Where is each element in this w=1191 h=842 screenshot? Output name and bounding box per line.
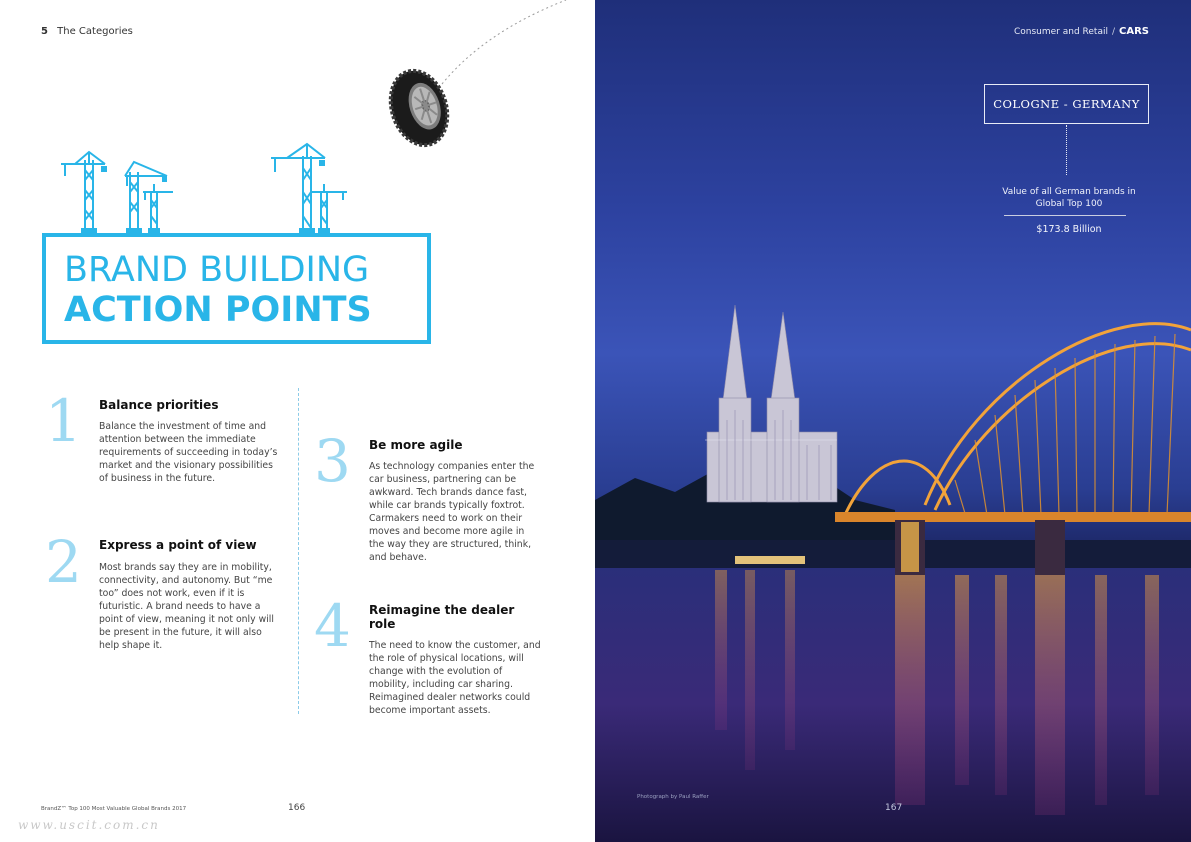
page-number-right: 167: [885, 803, 903, 813]
right-page: [595, 0, 1191, 842]
left-page: [0, 0, 595, 842]
point-number: 1: [45, 387, 82, 455]
stat-label: Value of all German brands in Global Top 100: [1002, 187, 1136, 209]
point-number: 4: [314, 592, 351, 660]
point-heading: Balance priorities: [99, 398, 219, 412]
city-label-box: [984, 84, 1149, 124]
page-number-left: 166: [288, 803, 306, 813]
section-title: The Categories: [57, 26, 133, 37]
header-separator: /: [1111, 27, 1116, 37]
section-header: [41, 26, 133, 37]
point-heading: Be more agile: [369, 438, 463, 452]
point-heading: Reimagine the dealer role: [369, 603, 515, 631]
title-box: [42, 233, 431, 344]
point-number: 2: [45, 528, 82, 596]
point-heading: Express a point of view: [99, 538, 257, 552]
city-label: COLOGNE - GERMANY: [993, 97, 1140, 111]
tire-icon: [385, 66, 453, 150]
cranes-icon: [55, 140, 355, 236]
city-connector-line: [1066, 125, 1067, 175]
header-category: CARS: [1119, 26, 1149, 37]
watermark: www.uscit.com.cn: [18, 818, 160, 832]
cologne-photo: [595, 0, 1191, 842]
point-number: 3: [314, 427, 351, 495]
point-body: Most brands say they are in mobility, connectivity, and autonomy. But “me too” does not work, even if it is futuristic. A brand needs to have a point of view, meaning it not only will be present in the future, it will also help shape it.: [99, 562, 274, 651]
footer-publication: BrandZ™ Top 100 Most Valuable Global Brands 2017: [41, 806, 187, 812]
photo-credit: Photograph by Paul Raffer: [637, 794, 709, 800]
title-action-points: ACTION POINTS: [64, 290, 372, 330]
header-prefix: Consumer and Retail: [1013, 27, 1108, 37]
stat-divider: [1004, 215, 1126, 216]
point-body: Balance the investment of time and attention between the immediate requirements of succeeding in today’s market and the visionary possibilities of business in the future.: [99, 421, 278, 484]
section-number: 5: [41, 26, 48, 37]
point-body: The need to know the customer, and the role of physical locations, will change with the evolution of mobility, including car sharing. Reimagined dealer networks could become important assets.: [369, 640, 541, 716]
right-header: [1014, 26, 1149, 37]
point-body: As technology companies enter the car business, partnering can be awkward. Tech brands dance fast, while car brands typically foxtrot. Carmakers need to work on their moves and become more agile in the way they are structured, think, and behave.: [369, 461, 535, 563]
title-brand-building: BRAND BUILDING: [64, 250, 370, 290]
stat-value: $173.8 Billion: [1036, 224, 1102, 235]
